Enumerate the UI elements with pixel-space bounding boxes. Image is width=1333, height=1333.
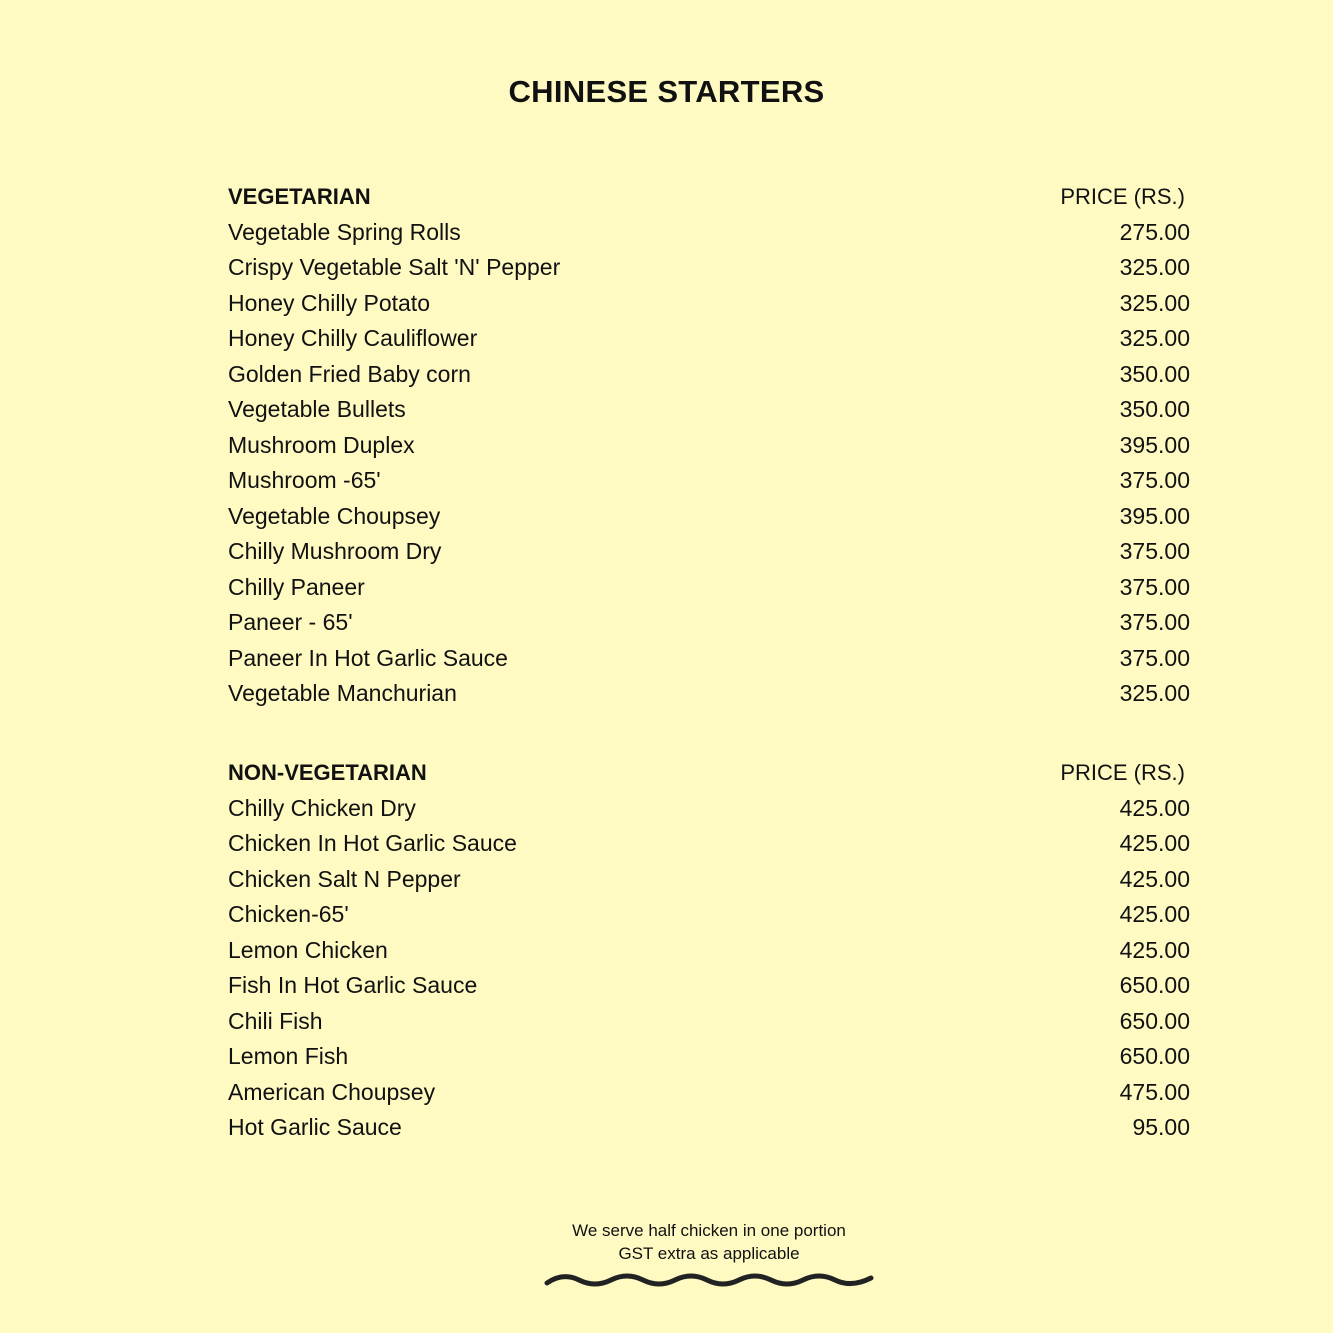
menu-item-name: Lemon Fish — [228, 1043, 349, 1069]
wave-divider-icon — [543, 1270, 875, 1290]
menu-item-row — [228, 570, 1190, 606]
non-vegetarian-section — [228, 755, 1190, 1146]
footer-notes — [0, 1219, 1333, 1265]
menu-item-name: Hot Garlic Sauce — [228, 1114, 402, 1140]
menu-item-price: 375.00 — [1119, 467, 1190, 493]
menu-item-price: 375.00 — [1119, 538, 1190, 564]
menu-item-row — [228, 428, 1190, 464]
non-vegetarian-section-header — [228, 755, 1190, 791]
menu-item-row — [228, 897, 1190, 933]
menu-item-row — [228, 1075, 1190, 1111]
page-title: CHINESE STARTERS — [508, 74, 825, 109]
menu-item-name: Vegetable Bullets — [228, 396, 406, 422]
menu-item-name: Chili Fish — [228, 1007, 323, 1034]
menu-item-name: Mushroom Duplex — [228, 431, 415, 458]
menu-item-row — [228, 641, 1190, 677]
menu-item-price: 395.00 — [1119, 431, 1190, 458]
menu-item-name: Paneer In Hot Garlic Sauce — [228, 644, 508, 671]
menu-item-price: 375.00 — [1119, 573, 1190, 600]
menu-item-name: Paneer - 65' — [228, 609, 353, 635]
price-column-heading: PRICE (RS.) — [1060, 760, 1185, 785]
menu-item-row — [228, 1110, 1190, 1146]
menu-item-price: 425.00 — [1119, 865, 1190, 892]
menu-item-name: Vegetable Manchurian — [228, 680, 457, 706]
menu-item-price: 425.00 — [1119, 830, 1190, 856]
menu-item-row — [228, 392, 1190, 428]
menu-item-price: 475.00 — [1119, 1078, 1190, 1105]
section-heading: VEGETARIAN — [228, 184, 371, 209]
menu-item-name: Vegetable Spring Rolls — [228, 218, 461, 245]
menu-item-price: 650.00 — [1119, 1043, 1190, 1069]
menu-item-name: Vegetable Choupsey — [228, 502, 441, 529]
menu-item-row — [228, 676, 1190, 712]
vegetarian-item-list — [228, 215, 1190, 712]
menu-item-name: Chicken Salt N Pepper — [228, 865, 461, 892]
menu-item-row — [228, 791, 1190, 827]
price-column-heading: PRICE (RS.) — [1060, 184, 1185, 209]
menu-item-name: Lemon Chicken — [228, 936, 388, 963]
menu-item-name: Honey Chilly Cauliflower — [228, 325, 478, 351]
menu-item-row — [228, 862, 1190, 898]
menu-item-row — [228, 286, 1190, 322]
menu-item-row — [228, 534, 1190, 570]
menu-item-price: 350.00 — [1119, 396, 1190, 422]
menu-item-row — [228, 499, 1190, 535]
vegetarian-section-header — [228, 179, 1190, 215]
menu-item-row — [228, 321, 1190, 357]
section-heading: NON-VEGETARIAN — [228, 760, 427, 785]
menu-item-price: 425.00 — [1119, 936, 1190, 963]
menu-item-price: 325.00 — [1119, 254, 1190, 280]
menu-item-name: Chicken-65' — [228, 901, 349, 927]
menu-item-row — [228, 1004, 1190, 1040]
menu-item-price: 95.00 — [1132, 1114, 1190, 1140]
menu-item-row — [228, 215, 1190, 251]
menu-item-name: American Choupsey — [228, 1078, 436, 1105]
menu-item-name: Chilly Paneer — [228, 573, 365, 600]
menu-item-price: 325.00 — [1119, 680, 1190, 706]
menu-item-name: Honey Chilly Potato — [228, 289, 430, 316]
menu-item-price: 650.00 — [1119, 1007, 1190, 1034]
menu-item-row — [228, 463, 1190, 499]
menu-item-price: 425.00 — [1119, 794, 1190, 821]
menu-item-name: Chicken In Hot Garlic Sauce — [228, 830, 517, 856]
menu-item-name: Chilly Mushroom Dry — [228, 538, 442, 564]
menu-item-name: Chilly Chicken Dry — [228, 794, 416, 821]
menu-item-name: Fish In Hot Garlic Sauce — [228, 972, 478, 998]
vegetarian-section — [228, 179, 1190, 712]
footer-note-gst: GST extra as applicable — [618, 1244, 800, 1263]
menu-item-row — [228, 968, 1190, 1004]
menu-item-price: 425.00 — [1119, 901, 1190, 927]
menu-item-row — [228, 357, 1190, 393]
menu-item-price: 325.00 — [1119, 325, 1190, 351]
non-vegetarian-item-list — [228, 791, 1190, 1146]
menu-item-row — [228, 250, 1190, 286]
menu-item-price: 375.00 — [1119, 609, 1190, 635]
menu-item-row — [228, 933, 1190, 969]
menu-item-row — [228, 605, 1190, 641]
menu-item-price: 375.00 — [1119, 644, 1190, 671]
menu-item-name: Mushroom -65' — [228, 467, 381, 493]
menu-item-row — [228, 826, 1190, 862]
menu-item-price: 395.00 — [1119, 502, 1190, 529]
menu-item-price: 325.00 — [1119, 289, 1190, 316]
menu-item-price: 650.00 — [1119, 972, 1190, 998]
footer-note-portion: We serve half chicken in one portion — [572, 1221, 846, 1240]
menu-item-name: Golden Fried Baby corn — [228, 360, 471, 387]
menu-item-name: Crispy Vegetable Salt 'N' Pepper — [228, 254, 561, 280]
menu-item-price: 275.00 — [1119, 218, 1190, 245]
menu-item-row — [228, 1039, 1190, 1075]
menu-item-price: 350.00 — [1119, 360, 1190, 387]
